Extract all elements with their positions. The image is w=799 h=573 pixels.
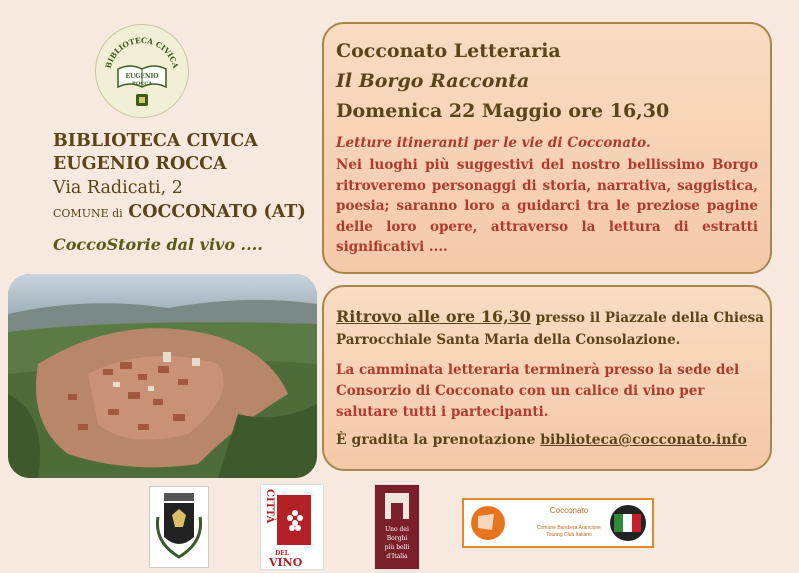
meeting-line <box>336 306 764 351</box>
citta-del: DEL <box>275 550 289 557</box>
event-date: Domenica 22 Maggio ore 16,30 <box>336 100 670 122</box>
comune-crest-logo <box>149 486 209 568</box>
booking-email-link[interactable]: biblioteca@cocconato.info <box>540 432 747 448</box>
aerial-photo <box>8 274 317 478</box>
borghi-line1: Uno dei <box>385 526 409 533</box>
svg-text:BIBLIOTECA CIVICA <box>104 36 181 70</box>
booking-line <box>336 432 747 448</box>
borghi-line3: più belli <box>384 544 410 551</box>
tci-title: Cocconato <box>549 506 589 515</box>
booking-label: È gradita la prenotazione <box>336 432 541 448</box>
event-intro: Letture itineranti per le vie di Cocconato. <box>336 135 651 151</box>
library-name-line1: BIBLIOTECA CIVICA <box>53 131 258 151</box>
meeting-place: presso il Piazzale della Chiesa Parrocchiale Santa Maria della Consolazione. <box>336 310 764 348</box>
citta-del-vino-logo <box>260 484 324 570</box>
citta-vino: VINO <box>269 556 303 569</box>
logo-book-line1: EUGENIO <box>125 73 159 80</box>
logo-book-line2: ROCCA <box>131 81 153 87</box>
event-description: Nei luoghi più suggestivi del nostro bellissimo Borgo ritroveremo personaggi di storia, narrativa, saggistica, poesia; saranno loro a guidarci tra le preziose pagine delle loro opere, attraverso la lettura di estratti significativi .... <box>336 157 758 255</box>
event-title: Cocconato Letteraria <box>336 40 561 62</box>
library-name-line2: EUGENIO ROCCA <box>53 154 227 174</box>
borghi-piu-belli-logo <box>374 484 420 570</box>
bandiera-arancione-logo <box>462 498 654 548</box>
tci-subtitle1: Comune Bandiera Arancione <box>537 525 601 531</box>
comune-name: COCCONATO (AT) <box>128 202 306 222</box>
library-logo <box>95 24 189 118</box>
meeting-time: Ritrovo alle ore 16,30 <box>336 307 531 326</box>
comune-prefix: COMUNE di <box>53 207 123 220</box>
tagline: CoccoStorie dal vivo .... <box>53 235 263 254</box>
tci-subtitle2: Touring Club Italiano <box>546 532 592 538</box>
comune-line <box>53 202 306 222</box>
borghi-line2: Borghi <box>386 535 408 542</box>
event-subtitle: Il Borgo Racconta <box>336 70 530 92</box>
logo-arc-text: BIBLIOTECA CIVICA <box>103 35 181 70</box>
borghi-line4: d'Italia <box>386 553 408 560</box>
walk-ending: La camminata letteraria terminerà presso la sede del Consorzio di Cocconato con un calice di vino per salutare tutti i partecipanti. <box>336 362 740 420</box>
library-address: Via Radicati, 2 <box>53 178 183 198</box>
citta-word: CITTÀ <box>264 489 275 524</box>
